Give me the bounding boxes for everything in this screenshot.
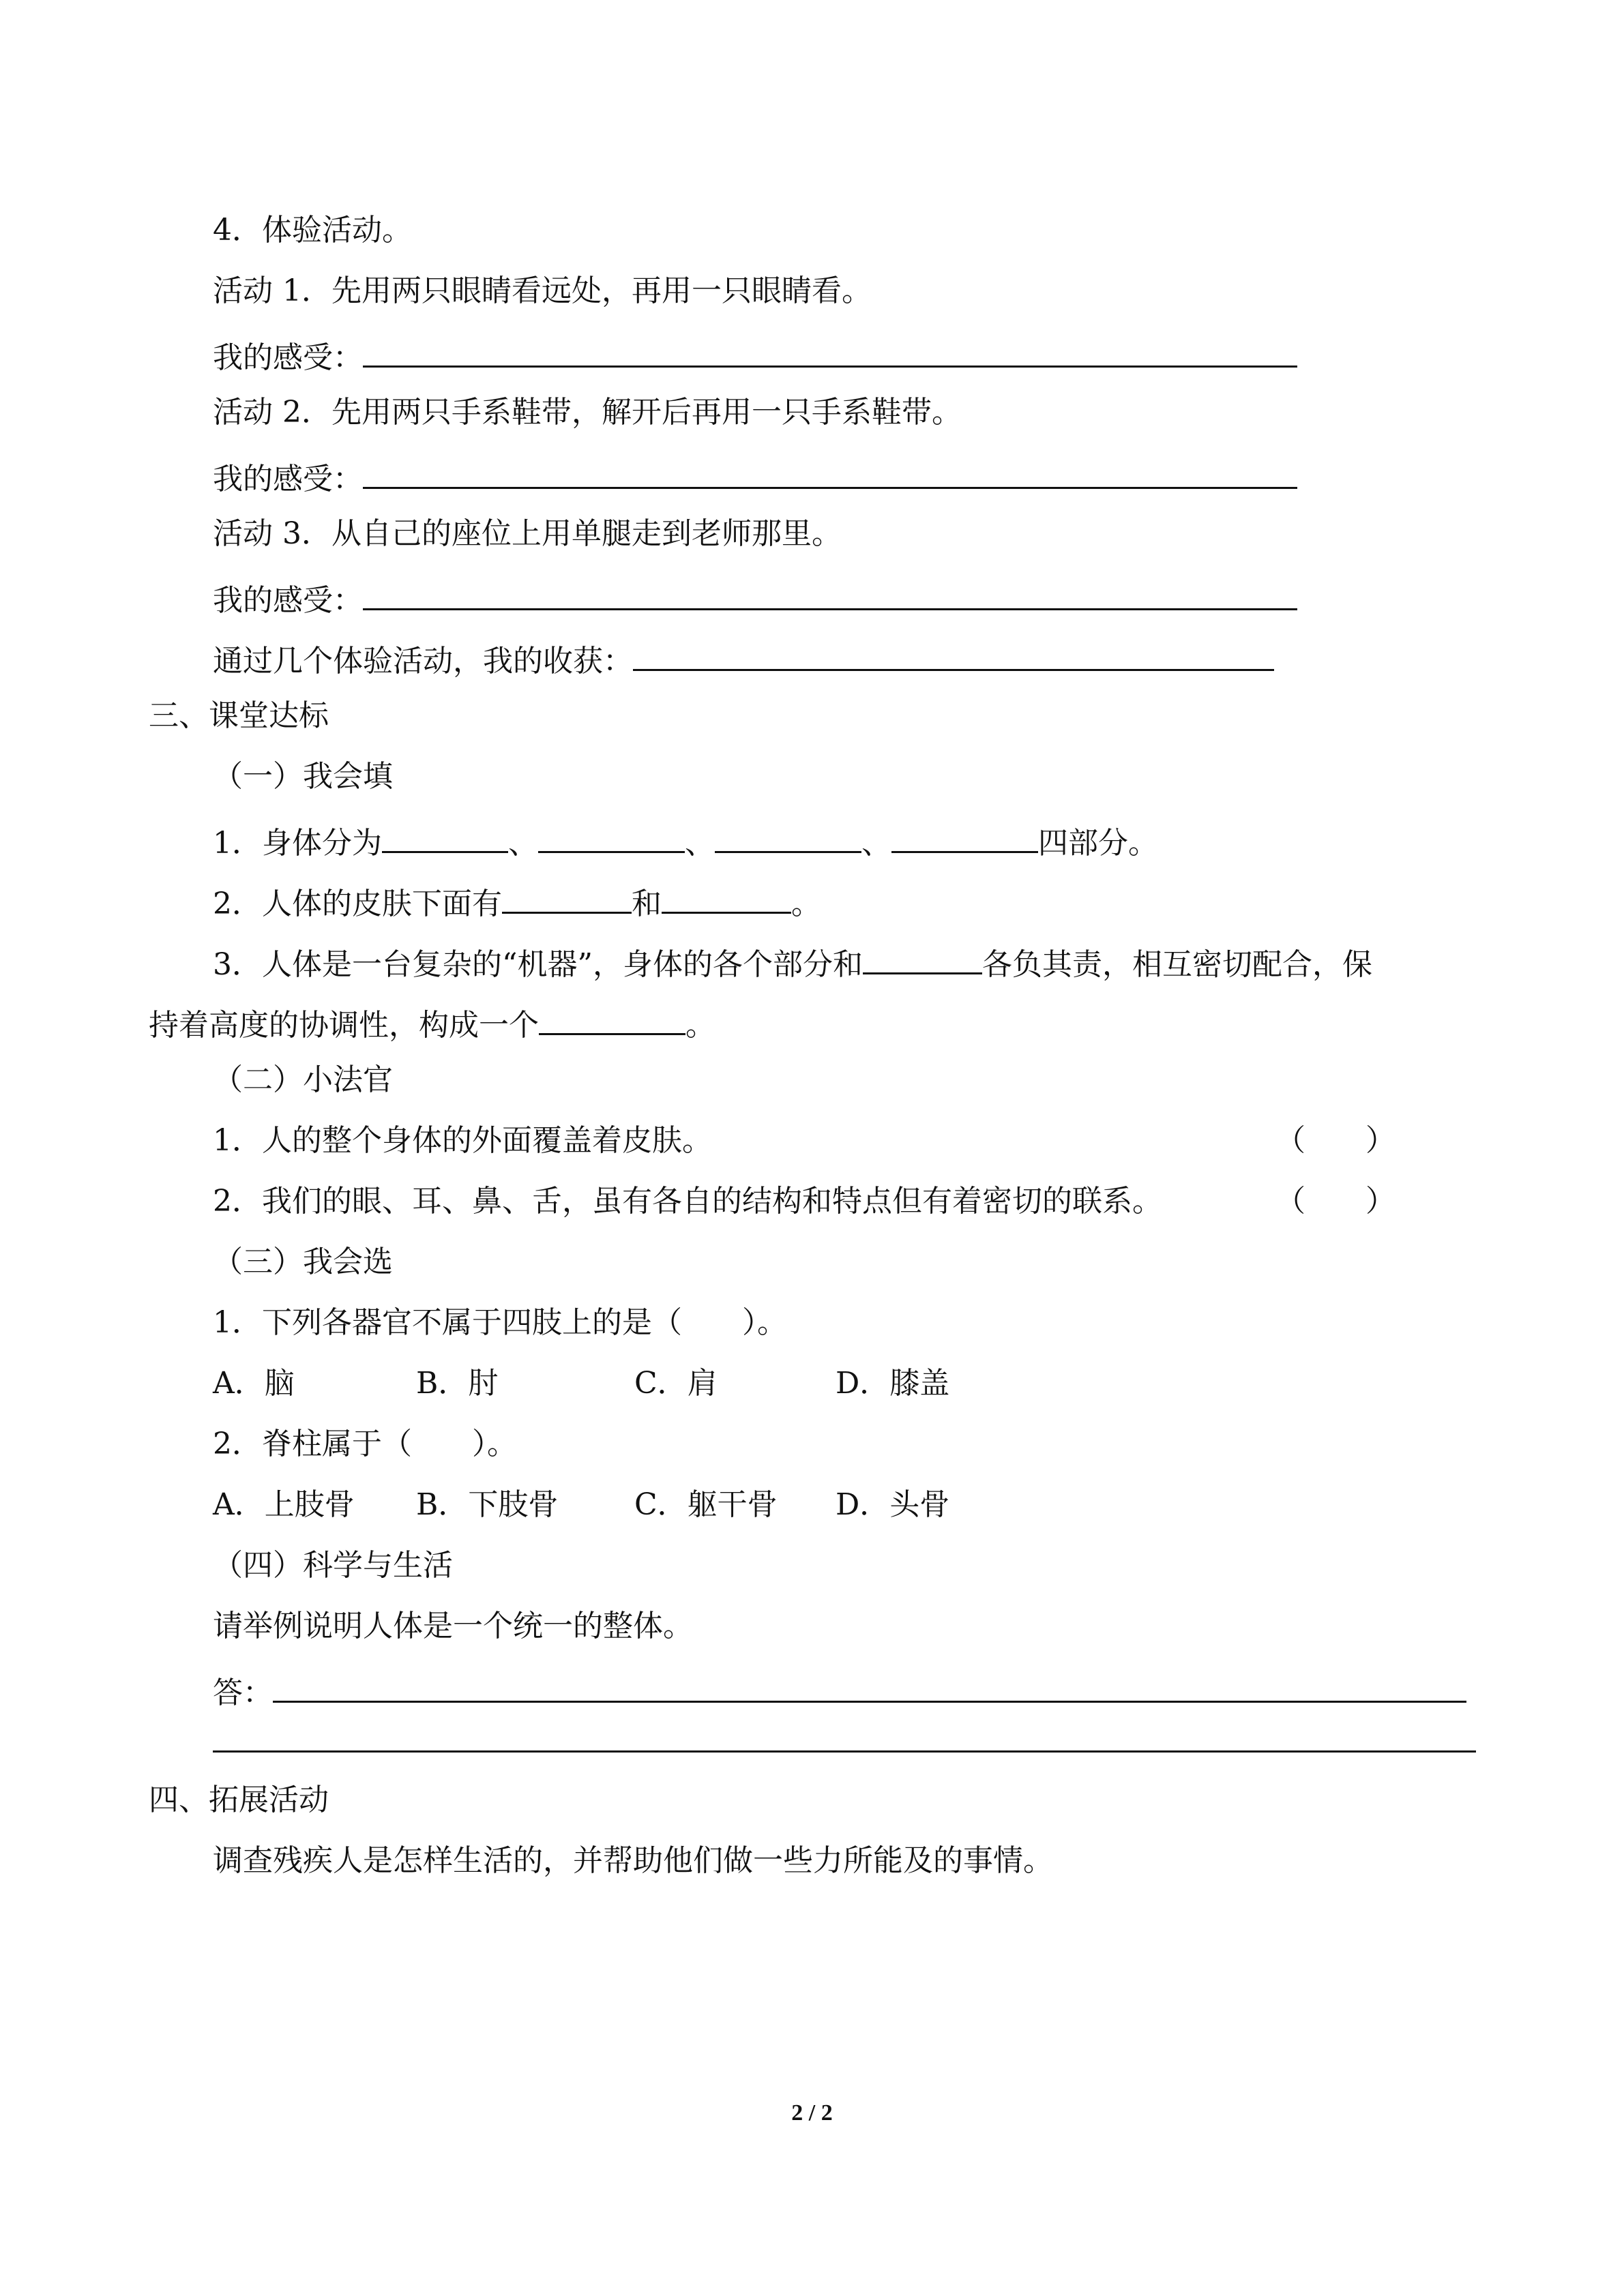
- section4-text: 调查残疾人是怎样生活的，并帮助他们做一些力所能及的事情。: [213, 1843, 1053, 1878]
- choose-q2-option-d[interactable]: D．头骨: [836, 1487, 950, 1522]
- choose-q1-option-b[interactable]: B．肘: [416, 1366, 499, 1401]
- judge-q1: 1．人的整个身体的外面覆盖着皮肤。: [213, 1123, 712, 1158]
- fill-q2-blank-2[interactable]: [662, 878, 791, 914]
- choose-q1-option-a[interactable]: A．脑: [213, 1366, 295, 1401]
- feeling-blank-2[interactable]: [363, 453, 1297, 489]
- harvest-blank[interactable]: [633, 635, 1274, 671]
- fill-q2-blank-1[interactable]: [502, 878, 632, 914]
- life-prompt: 请举例说明人体是一个统一的整体。: [213, 1609, 693, 1643]
- fill-q1-blank-3[interactable]: [715, 817, 861, 853]
- activity-3: 活动 3．从自己的座位上用单腿走到老师那里。: [213, 516, 842, 551]
- fill-q2-text: 2．人体的皮肤下面有: [213, 886, 502, 921]
- fill-q1: [213, 817, 1158, 864]
- fill-q3-mid: 各负其责，相互密切配合，保: [981, 947, 1372, 982]
- section4-title: 四、拓展活动: [149, 1783, 329, 1817]
- choose-q2-option-c[interactable]: C．躯干骨: [634, 1487, 778, 1522]
- feeling-label: 我的感受：: [213, 462, 363, 496]
- judge-q1-paren[interactable]: （ ）: [1275, 1123, 1396, 1158]
- answer-label: 答：: [213, 1675, 273, 1710]
- activity-1: 活动 1．先用两只眼睛看远处，再用一只眼睛看。: [213, 273, 872, 308]
- choose-q1-option-c[interactable]: C．肩: [634, 1366, 718, 1401]
- fill-q2-suffix: 。: [791, 886, 821, 921]
- activity-2: 活动 2．先用两只手系鞋带，解开后再用一只手系鞋带。: [213, 395, 962, 430]
- fill-q3-suffix: 。: [685, 1008, 715, 1043]
- page-number: 2 / 2: [791, 2100, 833, 2126]
- fill-q3: [213, 938, 1372, 985]
- feeling-blank-1[interactable]: [363, 331, 1297, 368]
- fill-q3-line2-text: 持着高度的协调性，构成一个: [149, 1008, 539, 1043]
- fill-q1-blank-1[interactable]: [382, 817, 508, 853]
- fill-q2: [213, 878, 821, 925]
- judge-q2-paren[interactable]: （ ）: [1275, 1184, 1396, 1219]
- choose-q2-option-b[interactable]: B．下肢骨: [416, 1487, 559, 1522]
- fill-q1-blank-2[interactable]: [538, 817, 685, 853]
- fill-q1-blank-4[interactable]: [891, 817, 1038, 853]
- feeling-row-1: [213, 331, 1297, 378]
- fill-q1-suffix: 四部分。: [1038, 826, 1158, 861]
- feeling-row-2: [213, 453, 1297, 500]
- fill-q2-mid: 和: [632, 886, 662, 921]
- choose-q2: 2．脊柱属于（ ）。: [213, 1427, 517, 1461]
- feeling-label: 我的感受：: [213, 583, 363, 618]
- answer-blank-1[interactable]: [273, 1667, 1466, 1703]
- fill-q3-blank-1[interactable]: [863, 938, 982, 974]
- fill-q1-text: 1．身体分为: [213, 826, 382, 861]
- fill-q3-line2: [149, 999, 715, 1046]
- choose-q2-option-a[interactable]: A．上肢骨: [213, 1487, 355, 1522]
- judge-q2: 2．我们的眼、耳、鼻、舌，虽有各自的结构和特点但有着密切的联系。: [213, 1184, 1162, 1219]
- harvest-label: 通过几个体验活动，我的收获：: [213, 644, 633, 679]
- judge-title: （二）小法官: [213, 1062, 393, 1097]
- separator: 、: [508, 826, 538, 861]
- choose-q1-option-d[interactable]: D．膝盖: [836, 1366, 950, 1401]
- life-answer-row: [213, 1667, 1466, 1714]
- life-title: （四）科学与生活: [213, 1548, 453, 1583]
- choose-q1: 1．下列各器官不属于四肢上的是（ ）。: [213, 1305, 787, 1340]
- fill-q3-blank-2[interactable]: [539, 999, 685, 1035]
- harvest-row: [213, 635, 1274, 682]
- item4-title: 4．体验活动。: [213, 213, 412, 248]
- fill-q3-text: 3．人体是一台复杂的“机器”，身体的各个部分和: [213, 947, 863, 982]
- feeling-row-3: [213, 574, 1297, 621]
- fill-title: （一）我会填: [213, 759, 393, 794]
- section3-title: 三、课堂达标: [149, 698, 329, 733]
- separator: 、: [861, 826, 891, 861]
- choose-title: （三）我会选: [213, 1244, 393, 1279]
- feeling-label: 我的感受：: [213, 340, 363, 375]
- feeling-blank-3[interactable]: [363, 574, 1297, 610]
- answer-blank-2[interactable]: [213, 1750, 1476, 1753]
- separator: 、: [685, 826, 715, 861]
